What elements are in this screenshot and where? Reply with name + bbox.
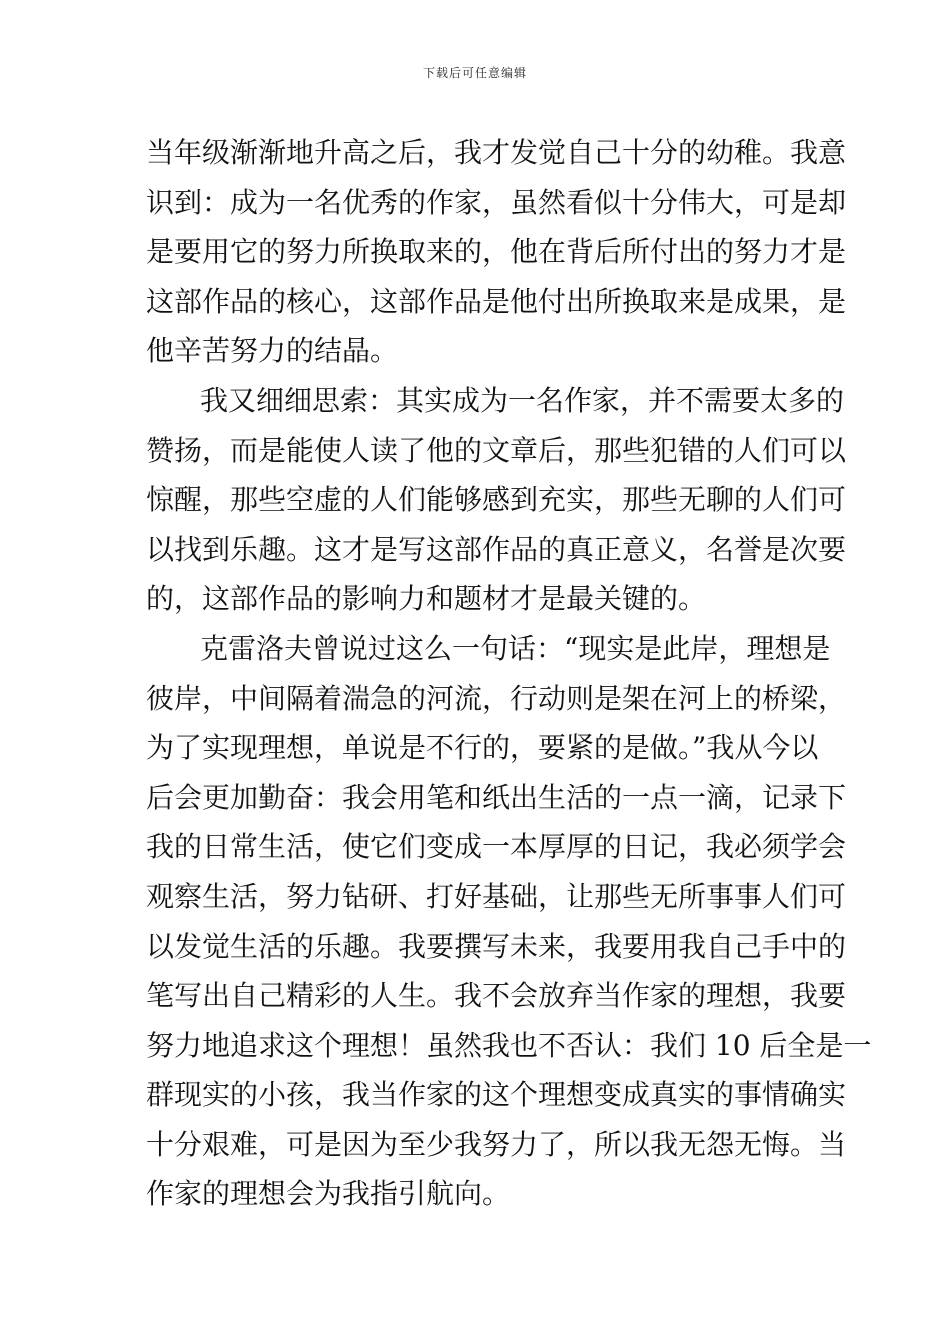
text-line: 这部作品的核心，这部作品是他付出所换取来是成果，是 — [146, 284, 847, 318]
text-line: 十分艰难，可是因为至少我努力了，所以我无怨无悔。当 — [146, 1127, 847, 1161]
text-line: 是要用它的努力所换取来的，他在背后所付出的努力才是 — [146, 235, 847, 269]
text-line: 赞扬，而是能使人读了他的文章后，那些犯错的人们可以 — [146, 433, 847, 467]
text-line: 努力地追求这个理想！虽然我也不否认：我们 10 后全是一 — [146, 1028, 872, 1062]
text-line: 彼岸，中间隔着湍急的河流，行动则是架在河上的桥梁， — [146, 681, 847, 715]
header-note: 下载后可任意编辑 — [422, 66, 527, 80]
paragraph-2 — [146, 376, 847, 624]
text-line: 后会更加勤奋：我会用笔和纸出生活的一点一滴，记录下 — [146, 780, 847, 814]
body-text — [146, 128, 872, 1219]
text-line: 观察生活，努力钻研、打好基础，让那些无所事事人们可 — [146, 879, 847, 913]
text-line: 我又细细思索：其实成为一名作家，并不需要太多的 — [200, 383, 845, 417]
text-line: 作家的理想会为我指引航向。 — [146, 1177, 511, 1211]
text-line: 克雷洛夫曾说过这么一句话：“现实是此岸，理想是 — [200, 631, 831, 665]
text-line: 惊醒，那些空虚的人们能够感到充实，那些无聊的人们可 — [146, 483, 847, 517]
text-line: 为了实现理想，单说是不行的，要紧的是做。”我从今以 — [146, 731, 819, 765]
text-line: 当年级渐渐地升高之后，我才发觉自己十分的幼稚。我意 — [146, 136, 847, 169]
text-line: 他辛苦努力的结晶。 — [146, 334, 399, 368]
text-line: 识到：成为一名优秀的作家，虽然看似十分伟大，可是却 — [146, 185, 847, 219]
text-line: 我的日常生活，使它们变成一本厚厚的日记，我必须学会 — [146, 830, 847, 864]
text-line: 以找到乐趣。这才是写这部作品的真正意义，名誉是次要 — [146, 532, 847, 566]
text-line: 以发觉生活的乐趣。我要撰写未来，我要用我自己手中的 — [146, 929, 847, 963]
paragraph-1 — [146, 128, 847, 376]
paragraph-3 — [146, 624, 872, 1219]
text-line: 群现实的小孩，我当作家的这个理想变成真实的事情确实 — [146, 1078, 847, 1112]
text-line: 笔写出自己精彩的人生。我不会放弃当作家的理想，我要 — [146, 979, 847, 1013]
text-line: 的，这部作品的影响力和题材才是最关键的。 — [146, 582, 707, 616]
